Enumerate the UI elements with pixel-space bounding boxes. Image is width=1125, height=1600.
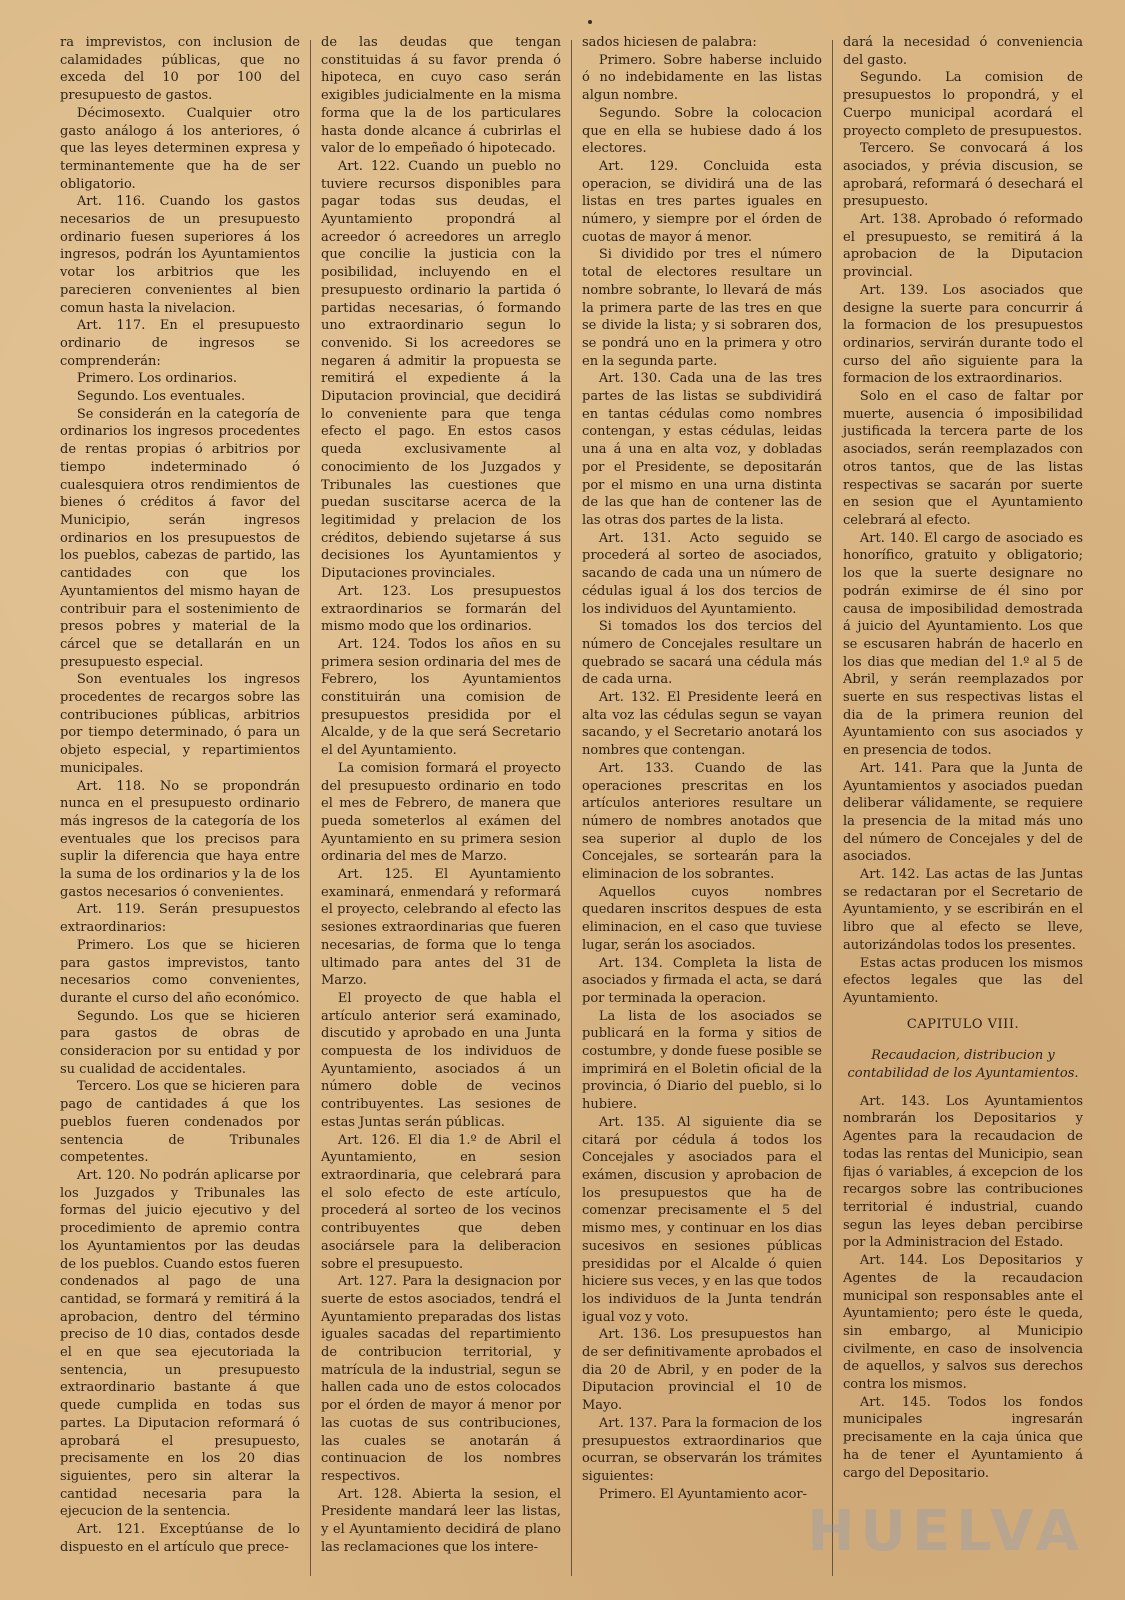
article-paragraph: Art. 144. Los Depositarios y Agentes de la recaudacion municipal son responsables ante el Ayuntamiento; pero éste le queda, sin embargo, al Municipio civilmente, en caso de insolvencia de aquellos, y salvos sus derechos contra los mismos.: [843, 1253, 1083, 1393]
article-paragraph: Tercero. Se convocará á los asociados, y prévia discusion, se aprobará, reformará ó desechará el presupuesto.: [843, 141, 1083, 210]
article-paragraph: Aquellos cuyos nombres quedaren inscritos despues de esta eliminacion, en el caso que tuviese lugar, serán los asociados.: [582, 884, 822, 953]
article-paragraph: Art. 138. Aprobado ó reformado el presupuesto, se remitirá á la aprobacion de la Diputacion provincial.: [843, 212, 1083, 281]
article-paragraph: Tercero. Los que se hicieren para pago de cantidades á que los pueblos fueren condenados por sentencia de Tribunales competentes.: [60, 1079, 300, 1166]
article-paragraph: Art. 127. Para la designacion por suerte de estos asociados, tendrá el Ayuntamiento preparadas dos listas iguales sacadas del repartimiento de contribucion territorial, y matrícula de la industrial, segun se hallen cada uno de estos colocados por el órden de mayor á menor por las cuotas de sus contribuciones, las cuales se anotarán á continuacion de los nombres respectivos.: [321, 1274, 561, 1484]
column-divider: [832, 40, 833, 1576]
text-columns: [52, 34, 1103, 1582]
article-paragraph: Primero. Sobre haberse incluido ó no indebidamente en las listas algun nombre.: [582, 52, 822, 104]
chapter-subtitle: Recaudacion, distribucion y contabilidad de los Ayuntamientos.: [847, 1048, 1079, 1082]
article-paragraph: Art. 117. En el presupuesto ordinario de ingresos se comprenderán:: [60, 318, 300, 369]
article-paragraph: Solo en el caso de faltar por muerte, ausencia ó imposibilidad justificada la tercera parte de los asociados, serán reemplazados con otros tantos, que de las listas respectivas se sacarán por suerte en sesion que el Ayuntamiento celebrará al efecto.: [843, 389, 1083, 528]
article-paragraph: Primero. Los ordinarios.: [76, 371, 238, 387]
article-paragraph: Art. 129. Concluida esta operacion, se dividirá una de las listas en tres partes iguales en número, y siempre por el órden de cuotas de mayor á menor.: [582, 158, 822, 245]
article-paragraph: Art. 122. Cuando un pueblo no tuviere recursos disponibles para pagar todas sus deudas, el Ayuntamiento propondrá al acreedor ó acreedores un arreglo que concilie la justicia con la posibilidad, incluyendo en el presupuesto ordinario la partida ó partidas necesarias, ó formando uno extraordinario segun lo convenido. Si los acreedores se negaren á admitir la propuesta se remitirá el expediente á la Diputacion provincial, que decidirá lo conveniente para que tenga efecto el pago. En estos casos queda exclusivamente al conocimiento de los Juzgados y Tribunales las cuestiones que puedan suscitarse acerca de la legitimidad y prelacion de los créditos, debiendo sujetarse á sus decisiones los Ayuntamientos y Diputaciones provinciales.: [321, 158, 561, 582]
column-4: [835, 34, 1091, 1582]
article-paragraph: La lista de los asociados se publicará en la forma y sitios de costumbre, y donde fuese posible se imprimirá en el Boletin oficial de la provincia, ó Diario del pueblo, si lo hubiere.: [582, 1008, 822, 1113]
article-paragraph: Art. 131. Acto seguido se procederá al sorteo de asociados, sacando de cada una un número de cédulas igual á los dos tercios de los individuos del Ayuntamiento.: [582, 530, 822, 617]
article-paragraph: Art. 132. El Presidente leerá en alta voz las cédulas segun se vayan sacando, y el Secretario anotará los nombres que contengan.: [582, 690, 822, 759]
ink-dot: [588, 20, 592, 24]
article-paragraph: Art. 142. Las actas de las Juntas se redactaran por el Secretario de Ayuntamiento, y se escribirán en el libro que al efecto se lleve, autorizándolas todos los presentes.: [843, 867, 1083, 953]
article-paragraph: Son eventuales los ingresos procedentes de recargos sobre las contribuciones públicas, arbitrios por tiempo determinado, ó para un objeto especial, y repartimientos municipales.: [60, 672, 300, 776]
article-paragraph: Art. 141. Para que la Junta de Ayuntamientos y asociados puedan deliberar válidamente, se requiere la presencia de la mitad más uno del número de Concejales y del de asociados.: [843, 760, 1083, 865]
article-paragraph: Art. 143. Los Ayuntamientos nombrarán los Depositarios y Agentes para la recaudacion de todas las rentas del Municipio, sean fijas ó variables, á excepcion de los recargos sobre las contribuciones territorial é industrial, cuando segun las leyes deban percibirse por la Administracion del Estado.: [843, 1093, 1083, 1251]
article-paragraph: Si tomados los dos tercios del número de Concejales resultare un quebrado se sacará una cédula más de cada urna.: [582, 619, 822, 688]
article-paragraph: Art. 135. Al siguiente dia se citará por cédula á todos los Concejales y asociados para el exámen, discusion y aprobacion de los presupuestos que ha de comenzar precisamente el 5 del mismo mes, y continuar en los dias sucesivos en sesiones públicas presididas por el Alcalde ó quien hiciere sus veces, y en las que todos los individuos de la Junta tendrán igual voz y voto.: [582, 1114, 822, 1325]
article-paragraph: Art. 121. Exceptúanse de lo dispuesto en el artículo que prece-: [60, 1522, 300, 1555]
article-paragraph: de las deudas que tengan constituidas á su favor prenda ó hipoteca, en cuyo caso serán exigibles judicialmente en la misma forma que la de los particulares hasta donde alcance á cubrirlas el valor de lo empeñado ó hipotecado.: [321, 35, 561, 157]
article-paragraph: Se considerán en la categoría de ordinarios los ingresos procedentes de rentas propias ó arbitrios por tiempo indeterminado ó cualesquiera otros rendimientos de bienes ó créditos á favor del Municipio, serán ingresos ordinarios en los presupuestos de los pueblos, cabezas de partido, las cantidades con que los Ayuntamientos del mismo hayan de contribuir para el sostenimiento de presos pobres y material de la cárcel que se detallarán en un presupuesto especial.: [60, 406, 300, 670]
article-paragraph: Art. 145. Todos los fondos municipales ingresarán precisamente en la caja única que ha de tener el Ayuntamiento á cargo del Depositario.: [843, 1394, 1083, 1481]
chapter-heading: CAPITULO VIII.: [906, 1016, 1020, 1032]
article-paragraph: Art. 130. Cada una de las tres partes de las listas se subdividirá en tantas cédulas como nombres contengan, y estas cédulas, leidas una á una en alta voz, y dobladas por el Presidente, se depositarán por el mismo en una urna distinta de las que han de contener las de las otras dos partes de la lista.: [582, 371, 822, 528]
article-paragraph: Segundo. Los eventuales.: [76, 389, 246, 405]
article-paragraph: Art. 128. Abierta la sesion, el Presidente mandará leer las listas, y el Ayuntamiento decidirá de plano las reclamaciones que los intere-: [321, 1486, 561, 1555]
article-paragraph: Art. 137. Para la formacion de los presupuestos extraordinarios que ocurran, se observarán los trámites siguientes:: [582, 1415, 822, 1484]
article-paragraph: Estas actas producen los mismos efectos legales que las del Ayuntamiento.: [843, 955, 1083, 1006]
article-paragraph: Art. 120. No podrán aplicarse por los Juzgados y Tribunales las formas del juicio ejecutivo y del procedimiento de apremio contra los Ayuntamientos por las deudas de los pueblos. Cuando estos fueren condenados al pago de una cantidad, se formará y remitirá á la aprobacion, dentro del término preciso de 10 dias, contados desde el en que sea ejecutoriada la sentencia, un presupuesto extraordinario bastante á que quede cumplida en todas sus partes. La Diputacion reformará ó aprobará el presupuesto, precisamente en los 20 dias siguientes, pero sin alterar la cantidad necesaria para la ejecucion de la sentencia.: [60, 1168, 300, 1520]
article-paragraph: Art. 133. Cuando de las operaciones prescritas en los artículos anteriores resultare un número de nombres anotados que sea superior al duplo de los Concejales, se sortearán para la eliminacion de los sobrantes.: [582, 760, 822, 883]
article-paragraph: Art. 119. Serán presupuestos extraordinarios:: [60, 902, 300, 936]
article-paragraph: ra imprevistos, con inclusion de calamidades públicas, que no exceda del 10 por 100 del presupuesto de gastos.: [60, 35, 300, 104]
column-1: [52, 34, 308, 1582]
article-paragraph: Art. 134. Completa la lista de asociados y firmada el acta, se dará por terminada la operacion.: [582, 955, 822, 1006]
article-paragraph: Art. 136. Los presupuestos han de ser definitivamente aprobados el dia 20 de Abril, y en poder de la Diputacion provincial el 10 de Mayo.: [582, 1327, 822, 1414]
article-paragraph: dará la necesidad ó conveniencia del gasto.: [843, 35, 1083, 68]
article-paragraph: Segundo. La comision de presupuestos lo propondrá, y el Cuerpo municipal acordará el proyecto completo de presupuestos.: [843, 70, 1083, 139]
article-paragraph: Art. 139. Los asociados que designe la suerte para concurrir á la formacion de los presupuestos ordinarios, servirán durante todo el curso del año siguiente para la formacion de los extraordinarios.: [843, 282, 1083, 387]
article-paragraph: Segundo. Sobre la colocacion que en ella se hubiese dado á los electores.: [582, 105, 822, 157]
article-paragraph: Si dividido por tres el número total de electores resultare un nombre sobrante, lo llevará de más la primera parte de las tres en que se divide la lista; y si sobraren dos, se pondrá uno en la primera y otro en la segunda parte.: [582, 247, 822, 369]
column-divider: [571, 40, 572, 1576]
column-2: [313, 34, 569, 1582]
article-paragraph: Primero. Los que se hicieren para gastos imprevistos, tanto necesarios como convenientes, durante el curso del año económico.: [60, 937, 300, 1006]
article-paragraph: El proyecto de que habla el artículo anterior será examinado, discutido y aprobado en una Junta compuesta de los individuos de Ayuntamiento, asociados á un número doble de vecinos contribuyentes. Las sesiones de estas Juntas serán públicas.: [321, 990, 561, 1130]
article-paragraph: Art. 140. El cargo de asociado es honorífico, gratuito y obligatorio; los que la suerte designare no podrán eximirse de él sino por causa de imposibilidad demostrada á juicio del Ayuntamiento. Los que se escusaren habrán de hacerlo en los dias que median del 1.º al 5 de Abril, y serán reemplazados por suerte en sus respectivas listas el dia de la primera reunion del Ayuntamiento con sus asociados y en presencia de todos.: [843, 530, 1083, 759]
article-paragraph: Art. 125. El Ayuntamiento examinará, enmendará y reformará el proyecto, celebrando al efecto las sesiones extraordinarias que fueren necesarias, de forma que lo tenga ultimado para antes del 31 de Marzo.: [321, 867, 561, 989]
article-paragraph: Segundo. Los que se hicieren para gastos de obras de consideracion por su entidad y por su cualidad de accidentales.: [60, 1008, 300, 1077]
article-paragraph: Primero. El Ayuntamiento acor-: [598, 1486, 808, 1502]
article-paragraph: Art. 124. Todos los años en su primera sesion ordinaria del mes de Febrero, los Ayuntamientos constituirán una comision de presupuestos presidida por el Alcalde, y de la que será Secretario el del Ayuntamiento.: [321, 636, 561, 759]
article-paragraph: La comision formará el proyecto del presupuesto ordinario en todo el mes de Febrero, de manera que pueda someterlos al exámen del Ayuntamiento en su primera sesion ordinaria del mes de Marzo.: [321, 760, 561, 865]
article-paragraph: Art. 118. No se propondrán nunca en el presupuesto ordinario más ingresos de la categoría de los eventuales que los precisos para suplir la diferencia que haya entre la suma de los ordinarios y la de los gastos necesarios ó convenientes.: [60, 778, 300, 900]
article-paragraph: sados hiciesen de palabra:: [582, 35, 757, 50]
article-paragraph: Décimosexto. Cualquier otro gasto análogo á los anteriores, ó que las leyes determinen expresa y terminantemente que ha de ser obligatorio.: [60, 105, 300, 192]
column-divider: [310, 40, 311, 1576]
column-3: [574, 34, 830, 1582]
article-paragraph: Art. 123. Los presupuestos extraordinarios se formarán del mismo modo que los ordinarios.: [321, 583, 561, 635]
article-paragraph: Art. 116. Cuando los gastos necesarios de un presupuesto ordinario fuesen superiores á los ingresos, podrán los Ayuntamientos votar los arbitrios que les parecieren convenientes al bien comun hasta la nivelacion.: [60, 194, 300, 316]
library-stamp-watermark: HUELVA: [807, 1499, 1085, 1564]
article-paragraph: Art. 126. El dia 1.º de Abril el Ayuntamiento, en sesion extraordinaria, que celebrará para el solo efecto de este artículo, procederá al sorteo de los vecinos contribuyentes que deben asociársele para la deliberacion sobre el presupuesto.: [321, 1132, 561, 1272]
